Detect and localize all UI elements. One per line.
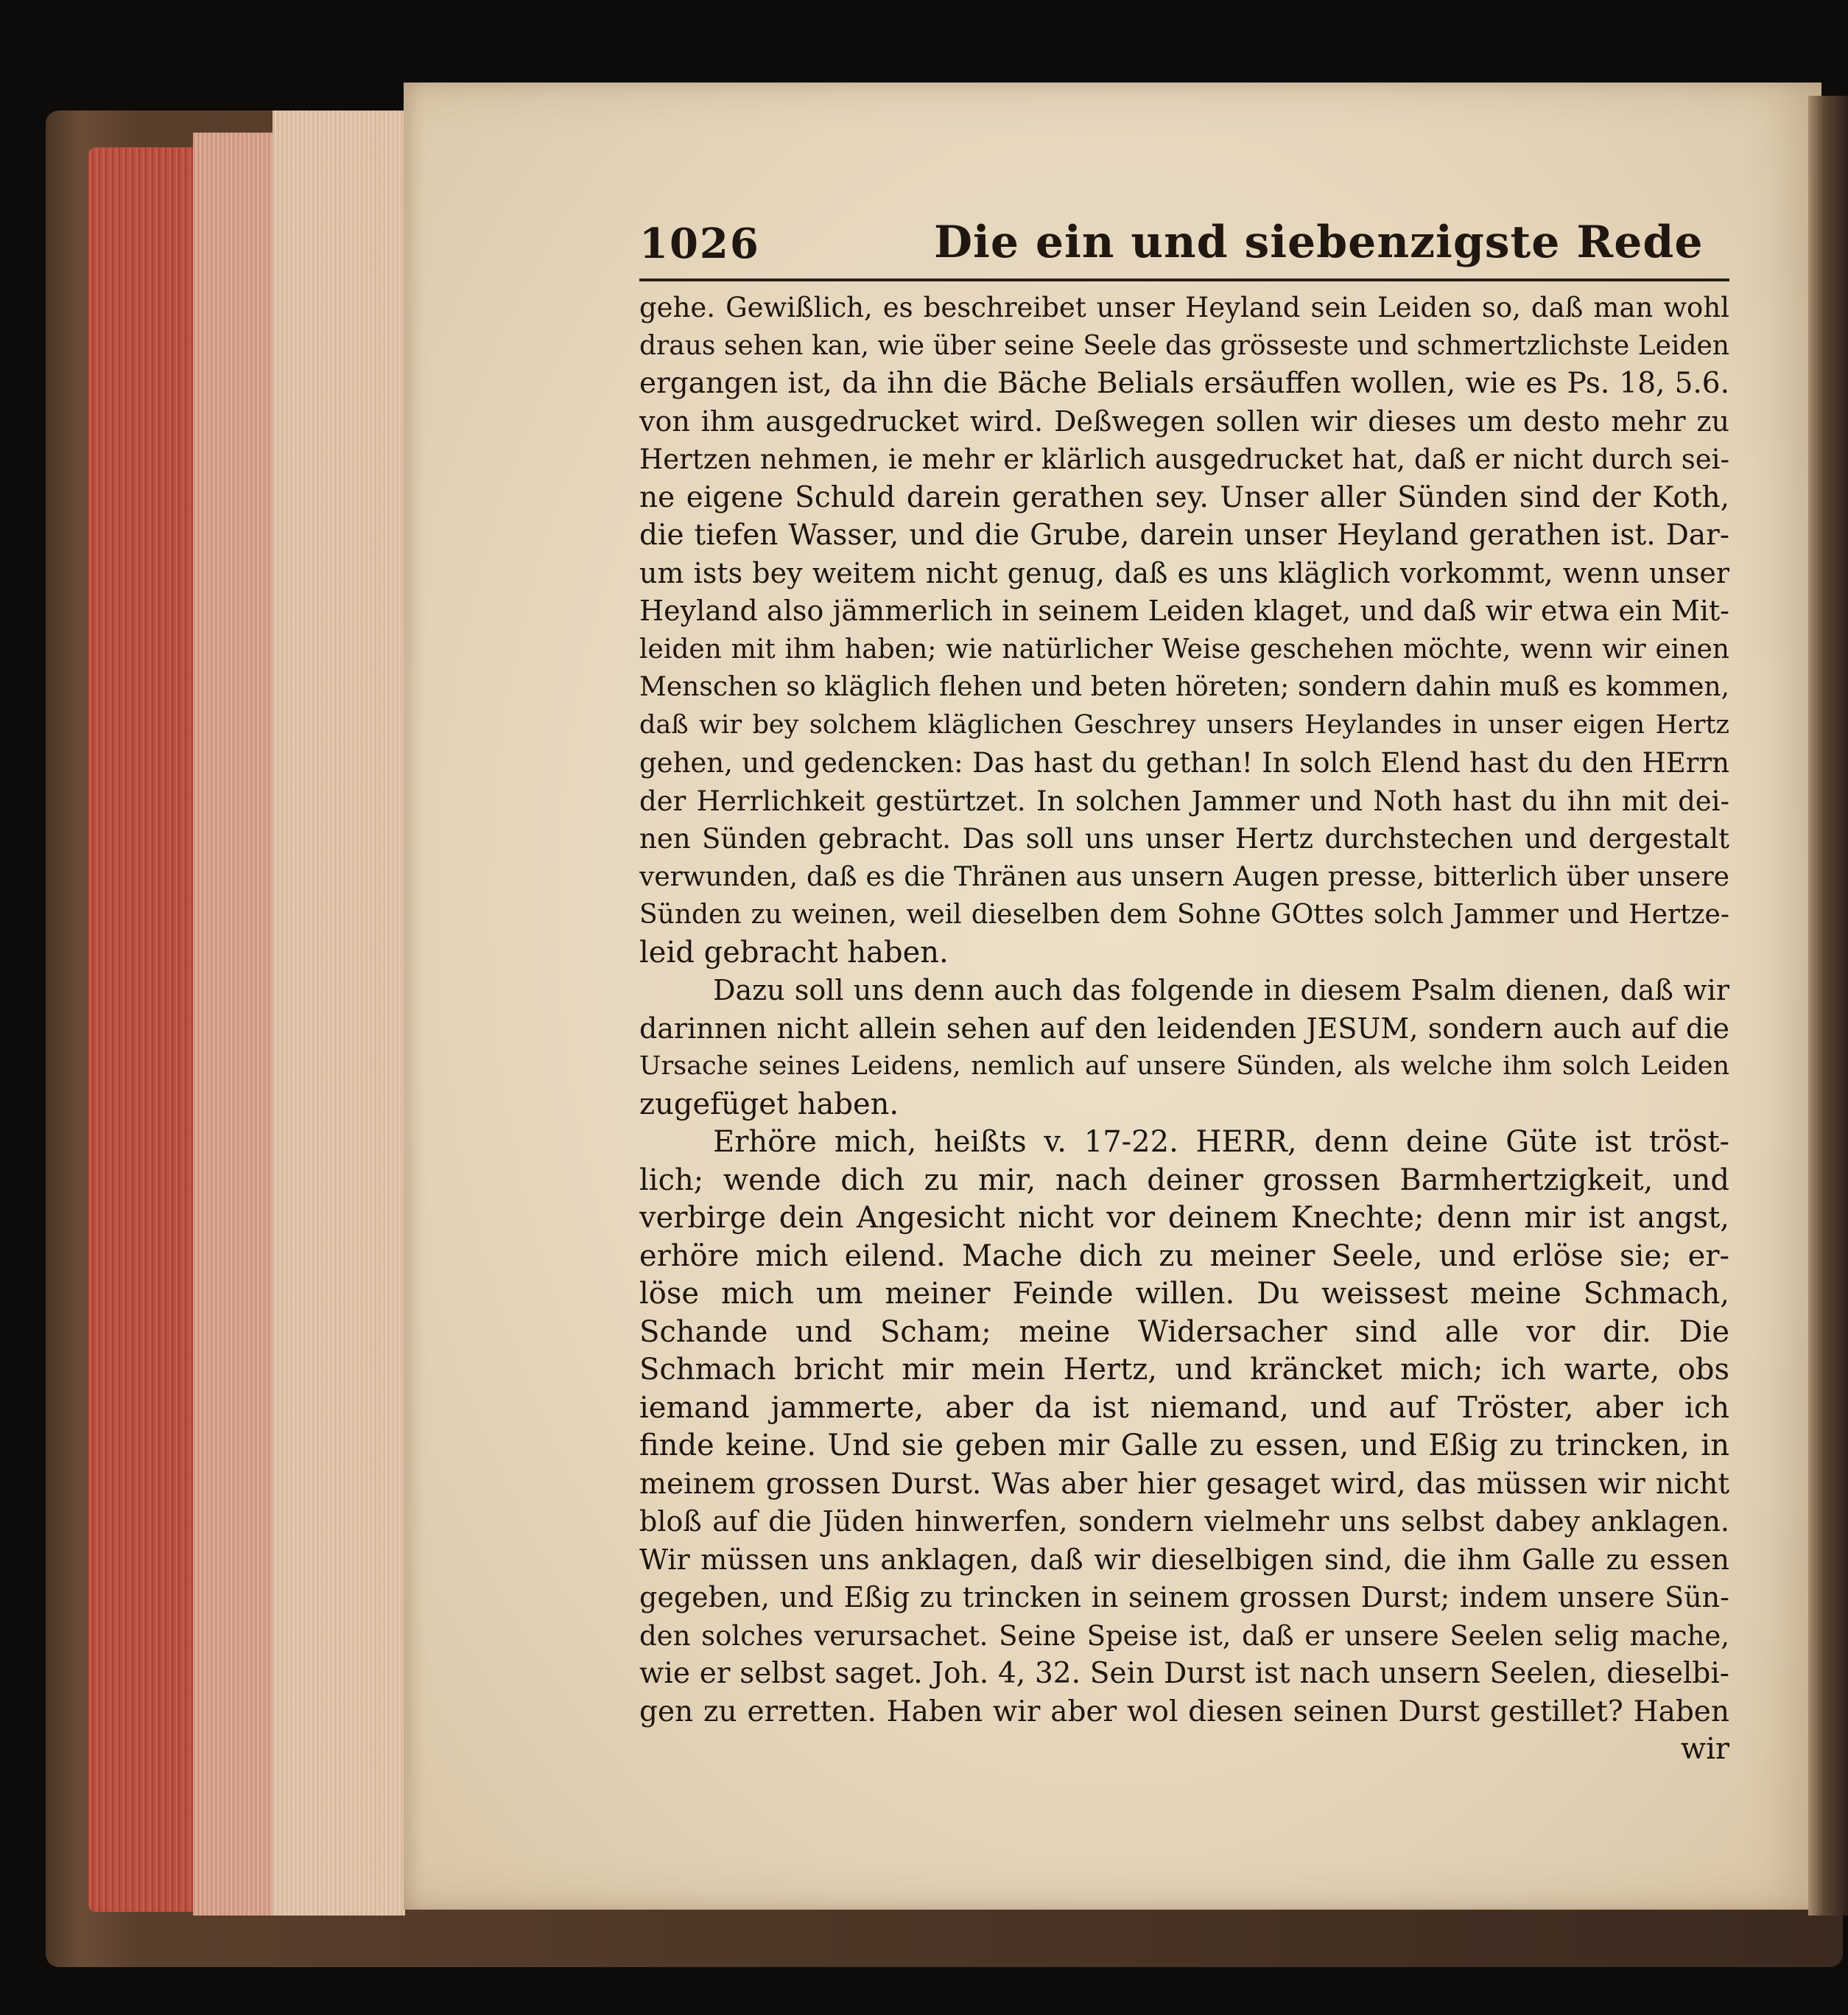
text-line: bloß auf die Jüden hinwerfen, sondern vielmehr uns selbst dabey anklagen. [639,1505,1729,1538]
text-line: von ihm ausgedrucket wird. Deßwegen sollen wir dieses um desto mehr zu [639,404,1729,438]
text-line: gegeben, und Eßig zu trincken in seinem grossen Durst; indem unsere Sün- [639,1581,1729,1613]
text-line: leid gebracht haben. [639,935,949,970]
text-line: verbirge dein Angesicht nicht vor deinem Knechte; denn mir ist angst, [639,1201,1729,1235]
text-line: iemand jammerte, aber da ist niemand, und auf Tröster, aber ich [639,1390,1729,1425]
text-line: erhöre mich eilend. Mache dich zu meiner Seele, und erlöse sie; er- [639,1238,1729,1273]
text-line: Erhöre mich, heißts v. 17-22. HERR, denn deine Güte ist tröst- [713,1125,1729,1159]
header-rule [639,278,1729,281]
text-line: gen zu erretten. Haben wir aber wol diesen seinen Durst gestillet? Haben [639,1695,1729,1728]
running-title: Die ein und siebenzigste Rede [934,217,1704,268]
text-line: die tiefen Wasser, und die Grube, darein unser Heyland gerathen ist. Dar- [639,519,1729,552]
text-line: lich; wende dich zu mir, nach deiner grossen Barmhertzigkeit, und [639,1163,1729,1197]
text-line: leiden mit ihm haben; wie natürlicher Weise geschehen möchte, wenn wir einen [639,634,1729,665]
text-line: Wir müssen uns anklagen, daß wir dieselbigen sind, die ihm Galle zu essen [639,1543,1729,1576]
text-line: Schande und Scham; meine Widersacher sind alle vor dir. Die [639,1314,1729,1349]
text-line: Sünden zu weinen, weil dieselben dem Sohne GOttes solch Jammer und Hertze- [639,900,1729,930]
catchword: wir [1680,1732,1729,1766]
text-line: darinnen nicht allein sehen auf den leidenden JESUM, sondern auch auf die [639,1012,1729,1045]
page-block-edge [193,133,281,1916]
text-line: nen Sünden gebracht. Das soll uns unser Hertz durchstechen und dergestalt [639,823,1729,855]
text-line: um ists bey weitem nicht genug, daß es uns kläglich vorkommt, wenn unser [639,556,1729,589]
text-line: gehe. Gewißlich, es beschreibet unser Heyland sein Leiden so, daß man wohl [639,292,1729,323]
text-line: Ursache seines Leidens, nemlich auf unsere Sünden, als welche ihm solch Leiden [639,1051,1729,1081]
text-line: finde keine. Und sie geben mir Galle zu essen, und Eßig zu trincken, in [639,1429,1729,1462]
page-header [639,214,1729,280]
text-line: ergangen ist, da ihn die Bäche Belials ersäuffen wollen, wie es Ps. 18, 5.6. [639,367,1729,400]
text-line: meinem grossen Durst. Was aber hier gesaget wird, das müssen wir nicht [639,1467,1729,1501]
text-line: löse mich um meiner Feinde willen. Du weissest meine Schmach, [639,1277,1729,1311]
text-line: Schmach bricht mir mein Hertz, und kräncket mich; ich warte, obs [639,1353,1729,1387]
page-block-edge-inner [273,111,405,1916]
text-line: ne eigene Schuld darein gerathen sey. Unser aller Sünden sind der Koth, [639,480,1729,514]
page-number: 1026 [639,220,760,268]
text-line: verwunden, daß es die Thränen aus unsern Augen presse, bitterlich über unsere [639,861,1729,892]
text-line: zugefüget haben. [639,1087,899,1121]
text-line: Menschen so kläglich flehen und beten höreten; sondern dahin muß es kommen, [639,672,1729,702]
text-line: den solches verursachet. Seine Speise ist, daß er unsere Seelen selig mache, [639,1619,1729,1652]
text-line: Hertzen nehmen, ie mehr er klärlich ausgedrucket hat, daß er nicht durch sei- [639,444,1729,475]
text-line: Heyland also jämmerlich in seinem Leiden klaget, und daß wir etwa ein Mit- [639,595,1729,627]
red-page-edge [88,147,199,1912]
text-line: wie er selbst saget. Joh. 4, 32. Sein Durst ist nach unsern Seelen, dieselbi- [639,1657,1729,1690]
body-text [639,289,1729,1769]
book-gutter [1808,96,1848,1916]
text-line: Dazu soll uns denn auch das folgende in diesem Psalm dienen, daß wir [713,974,1729,1006]
text-line: der Herrlichkeit gestürtzet. In solchen Jammer und Noth hast du ihn mit dei- [639,785,1729,817]
text-line: draus sehen kan, wie über seine Seele das grösseste und schmertzlichste Leiden [639,330,1729,361]
text-line: daß wir bey solchem kläglichen Geschrey unsers Heylandes in unser eigen Hertz [639,709,1729,740]
text-line: gehen, und gedencken: Das hast du gethan! In solch Elend hast du den HErrn [639,747,1729,779]
